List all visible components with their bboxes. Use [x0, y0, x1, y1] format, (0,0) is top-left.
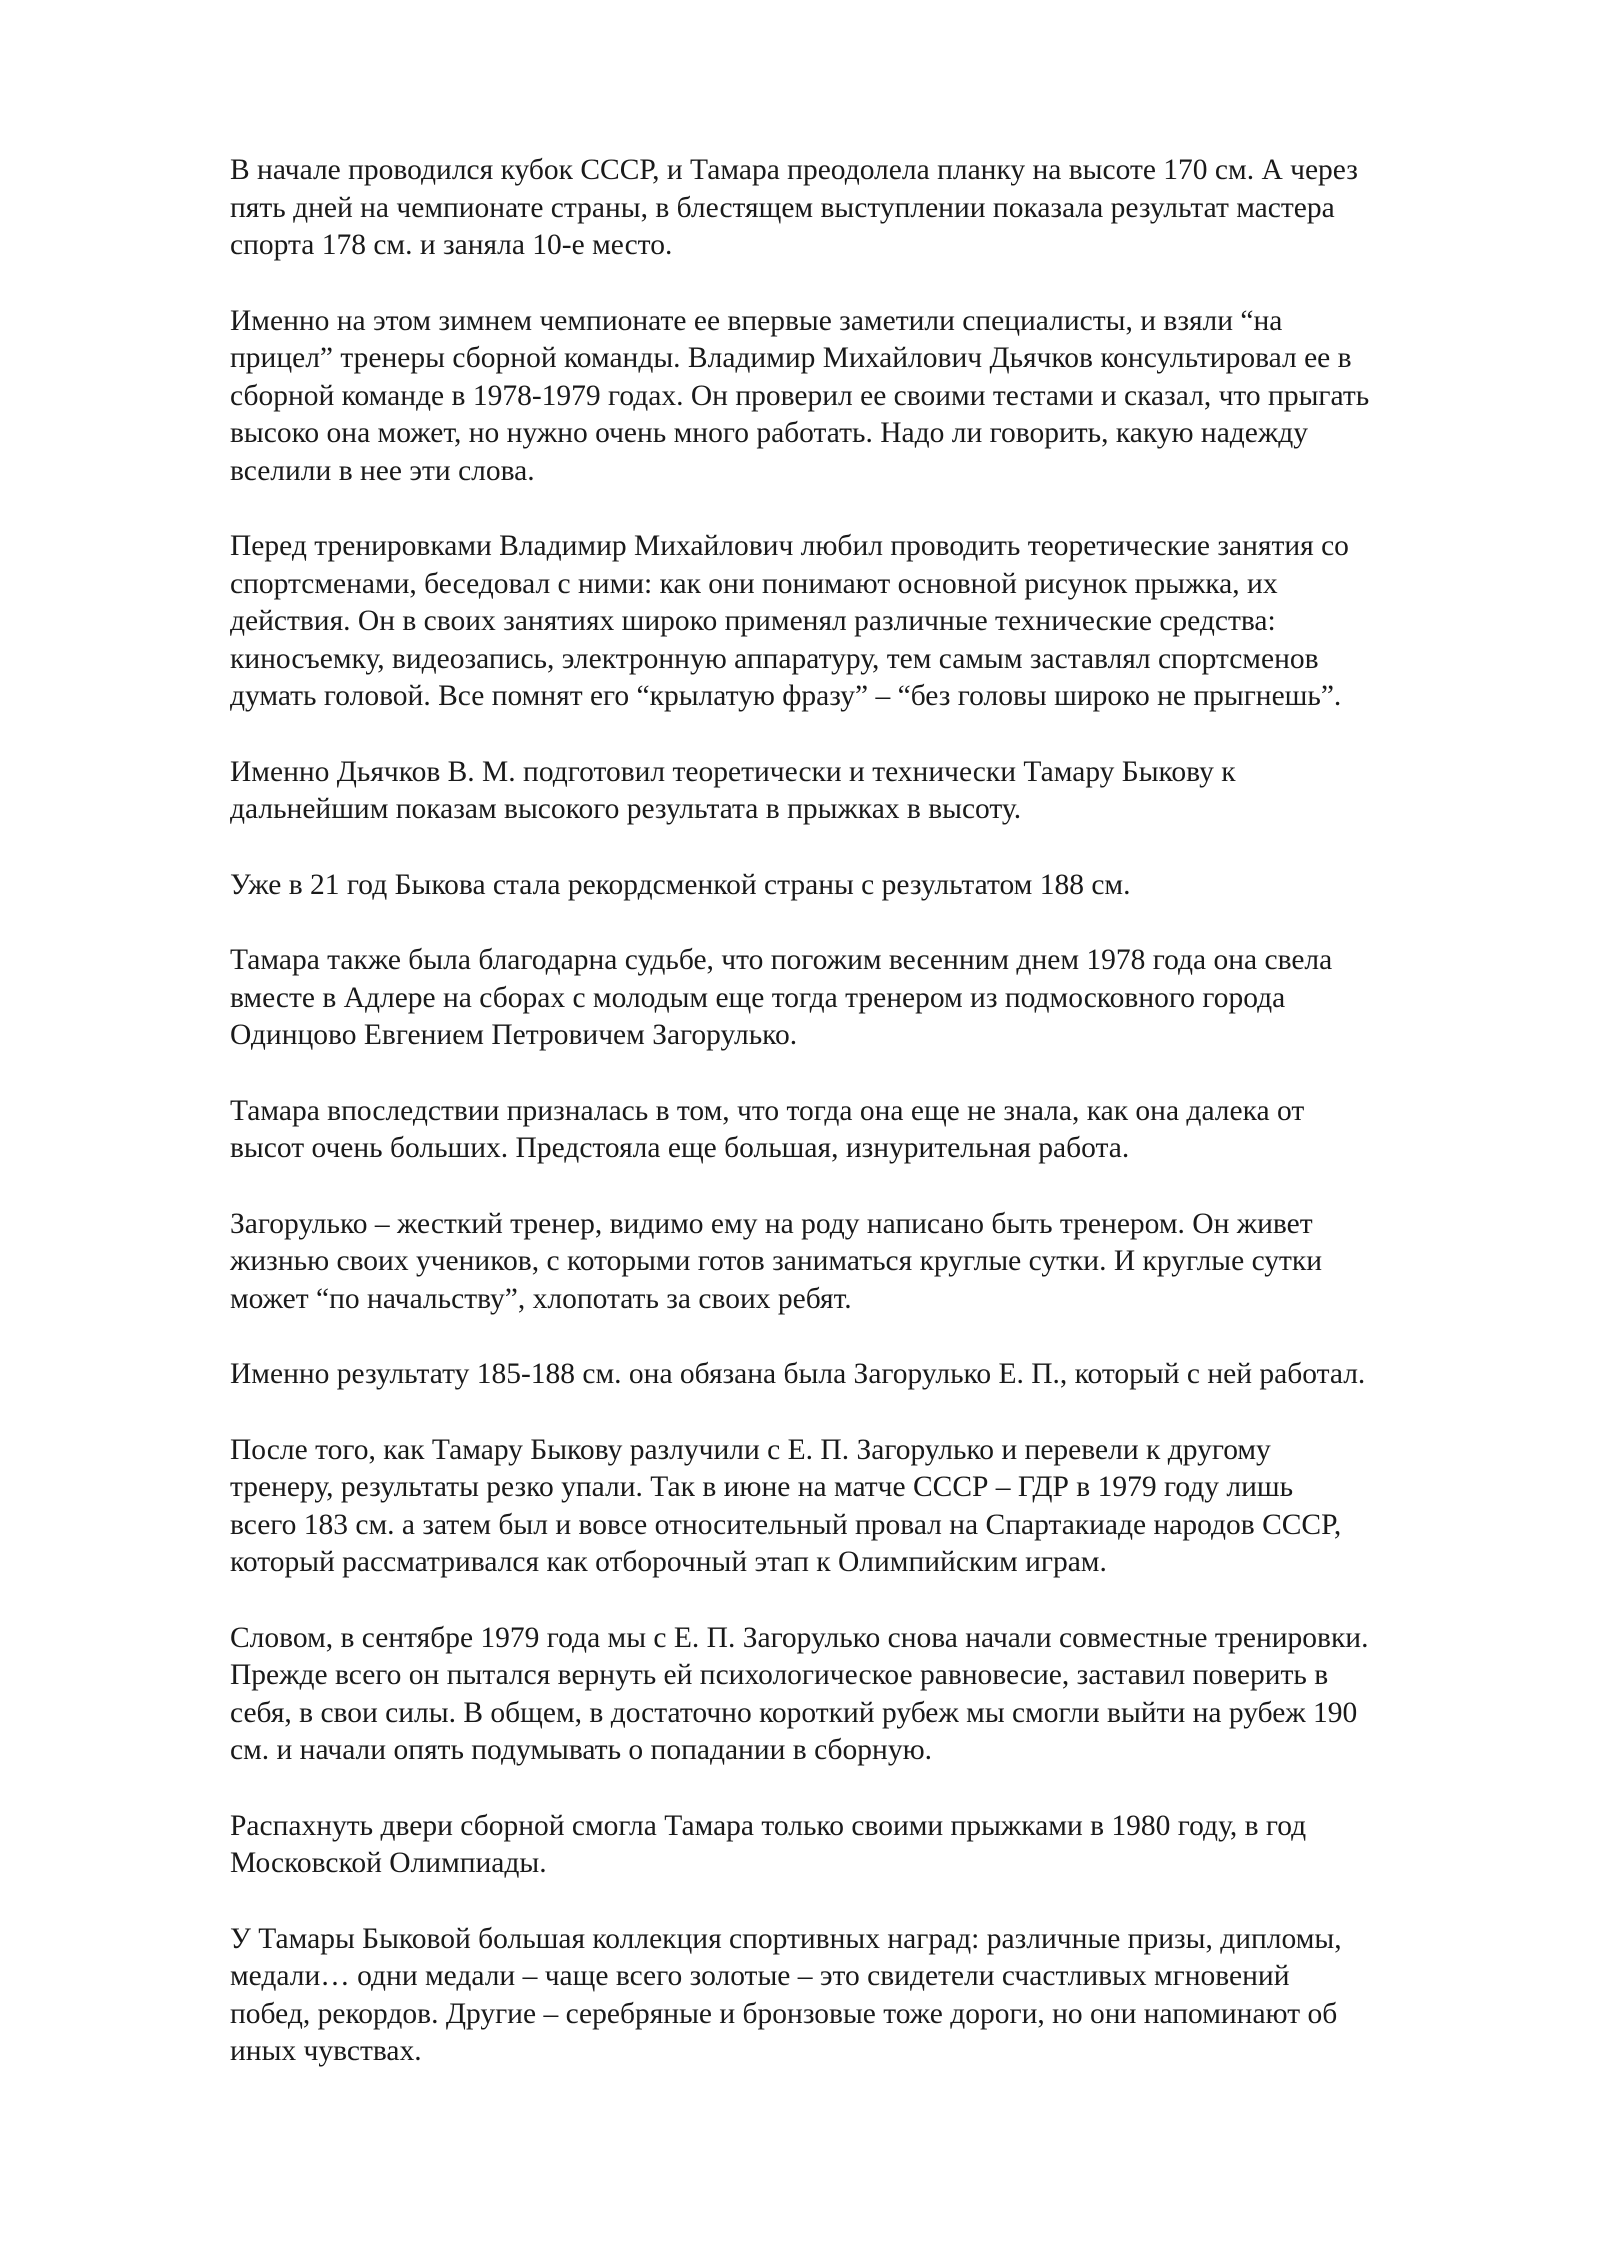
text-line: побед, рекордов. Другие – серебряные и бронзовые тоже дороги, но они напоминают об: [230, 1997, 1338, 2030]
text-line: дальнейшим показам высокого результата в прыжках в высоту.: [230, 793, 1022, 825]
paragraph: [230, 1432, 1500, 1582]
paragraph: [230, 1206, 1500, 1319]
text-line: спорта 178 см. и заняла 10-е место.: [230, 229, 673, 261]
paragraph: [230, 1620, 1500, 1770]
text-line: Уже в 21 год Быкова стала рекордсменкой страны с результатом 188 см.: [230, 868, 1131, 901]
paragraph: [230, 303, 1500, 491]
paragraph: [230, 1808, 1500, 1883]
text-line: себя, в свои силы. В общем, в достаточно короткий рубеж мы смогли выйти на рубеж 190: [230, 1696, 1358, 1729]
text-line: жизнью своих учеников, с которыми готов заниматься круглые сутки. И круглые сутки: [230, 1245, 1323, 1277]
text-line: киносъемку, видеозапись, электронную аппаратуру, тем самым заставлял спортсменов: [230, 642, 1319, 675]
text-line: Загорулько – жесткий тренер, видимо ему на роду написано быть тренером. Он живет: [230, 1207, 1313, 1240]
paragraph: [230, 152, 1500, 265]
text-line: Именно на этом зимнем чемпионате ее впервые заметили специалисты, и взяли “на: [230, 304, 1283, 337]
text-line: Одинцово Евгением Петровичем Загорулько.: [230, 1019, 798, 1051]
text-line: действия. Он в своих занятиях широко применял различные технические средства:: [230, 605, 1276, 637]
text-line: В начале проводился кубок СССР, и Тамара преодолела планку на высоте 170 см. А через: [230, 154, 1358, 186]
text-line: тренеру, результаты резко упали. Так в июне на матче СССР – ГДР в 1979 году лишь: [230, 1471, 1294, 1503]
text-line: Московской Олимпиады.: [230, 1847, 547, 1879]
text-line: может “по начальству”, хлопотать за своих ребят.: [230, 1282, 852, 1315]
document-body: [230, 152, 1500, 2109]
text-line: Распахнуть двери сборной смогла Тамара только своими прыжками в 1980 году, в год: [230, 1809, 1307, 1842]
text-line: прицел” тренеры сборной команды. Владимир Михайлович Дьячков консультировал ее в: [230, 342, 1352, 374]
text-line: Перед тренировками Владимир Михайлович любил проводить теоретические занятия со: [230, 530, 1349, 562]
text-line: высот очень больших. Предстояла еще большая, изнурительная работа.: [230, 1132, 1130, 1164]
text-line: вселили в нее эти слова.: [230, 454, 535, 487]
paragraph: [230, 1093, 1500, 1168]
text-line: вместе в Адлере на сборах с молодым еще тогда тренером из подмосковного города: [230, 981, 1286, 1014]
paragraph: [230, 942, 1500, 1055]
text-line: иных чувствах.: [230, 2035, 422, 2067]
text-line: Именно результату 185-188 см. она обязана была Загорулько Е. П., который с ней работал.: [230, 1358, 1366, 1390]
text-line: После того, как Тамару Быкову разлучили с Е. П. Загорулько и перевели к другому: [230, 1433, 1271, 1466]
text-line: У Тамары Быковой большая коллекция спортивных наград: различные призы, дипломы,: [230, 1922, 1342, 1955]
text-line: сборной команде в 1978-1979 годах. Он проверил ее своими тестами и сказал, что прыгать: [230, 379, 1370, 412]
text-line: см. и начали опять подумывать о попадании в сборную.: [230, 1734, 933, 1766]
text-line: медали… одни медали – чаще всего золотые – это свидетели счастливых мгновений: [230, 1960, 1290, 1992]
text-line: Именно Дьячков В. М. подготовил теоретически и технически Тамару Быкову к: [230, 755, 1236, 788]
text-line: Тамара также была благодарна судьбе, что погожим весенним днем 1978 года она свела: [230, 944, 1333, 976]
paragraph: [230, 867, 1500, 905]
paragraph: [230, 1356, 1500, 1394]
text-line: спортсменами, беседовал с ними: как они понимают основной рисунок прыжка, их: [230, 567, 1278, 600]
text-line: пять дней на чемпионате страны, в блестящем выступлении показала результат мастера: [230, 191, 1335, 224]
paragraph: [230, 528, 1500, 716]
text-line: думать головой. Все помнят его “крылатую фразу” – “без головы широко не прыгнешь”.: [230, 680, 1342, 712]
text-line: Прежде всего он пытался вернуть ей психологическое равновесие, заставил поверить в: [230, 1659, 1329, 1691]
text-line: всего 183 см. а затем был и вовсе относительный провал на Спартакиаде народов СССР,: [230, 1508, 1342, 1541]
text-line: Тамара впоследствии призналась в том, что тогда она еще не знала, как она далека от: [230, 1094, 1305, 1127]
paragraph: [230, 1921, 1500, 2071]
text-line: Словом, в сентябре 1979 года мы с Е. П. Загорулько снова начали совместные тренировки.: [230, 1621, 1369, 1654]
text-line: высоко она может, но нужно очень много работать. Надо ли говорить, какую надежду: [230, 417, 1309, 449]
text-line: который рассматривался как отборочный этап к Олимпийским играм.: [230, 1546, 1107, 1578]
paragraph: [230, 754, 1500, 829]
